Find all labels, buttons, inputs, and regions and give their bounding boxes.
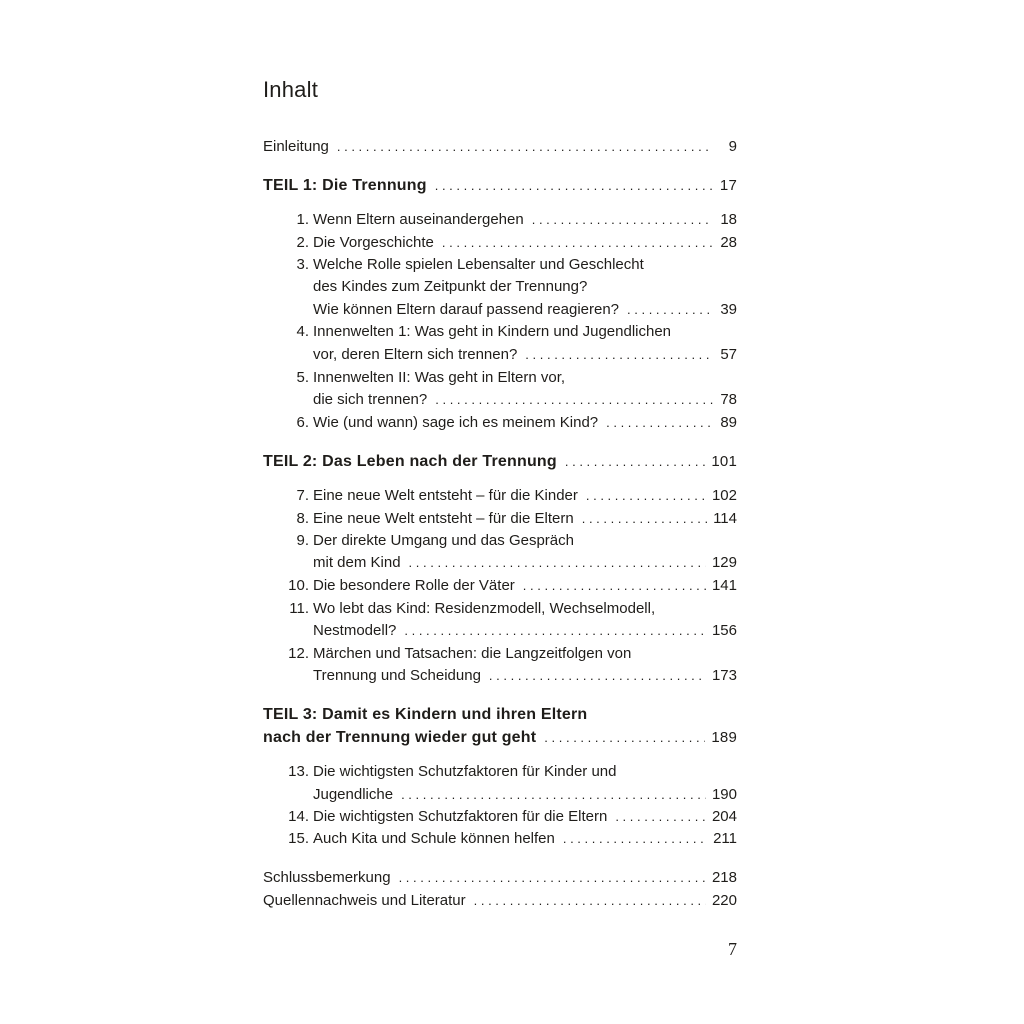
leader-dots [489,665,706,687]
toc-part-1 [263,175,737,197]
page-number: 57 [720,346,737,363]
chapter-title: Nestmodell? [313,622,397,639]
toc-chapter-9-line-1 [263,530,737,552]
page-number: 204 [711,808,737,825]
chapter-title: Trennung und Scheidung [313,667,481,684]
toc-part-2 [263,451,737,473]
toc-chapter-13-line-1 [263,761,737,783]
leader-dots [615,806,706,828]
chapter-title: Innenwelten II: Was geht in Eltern vor, [313,369,566,386]
leader-dots [525,344,713,366]
chapter-number: 14. [288,808,309,825]
leader-dots [582,508,707,530]
toc-chapter-2 [263,232,737,254]
page-number: 190 [711,786,737,803]
chapter-number: 9. [296,532,309,549]
leader-dots [435,389,713,411]
chapter-number: 10. [288,577,309,594]
toc-chapter-4-line-1 [263,321,737,343]
page-number: 156 [711,622,737,639]
chapter-number: 8. [296,510,309,527]
page-number: 102 [711,487,737,504]
toc-part-3-line-1 [263,704,737,726]
leader-dots [544,727,705,749]
chapter-title: Eine neue Welt entsteht – für die Kinder [313,487,578,504]
page-folio: 7 [728,939,737,959]
leader-dots [474,890,706,912]
chapter-title: Die wichtigsten Schutzfaktoren für Kinder und [313,763,617,780]
toc-entry-einleitung [263,136,737,158]
leader-dots [404,620,706,642]
chapter-title: Innenwelten 1: Was geht in Kindern und Jugendlichen [313,323,672,340]
toc-chapter-3-line-1 [263,254,737,276]
page-number: 39 [720,301,737,318]
chapter-title: mit dem Kind [313,554,401,571]
chapter-title: Welche Rolle spielen Lebensalter und Geschlecht [313,256,644,273]
toc-part-title: TEIL 2: Das Leben nach der Trennung [263,453,557,470]
chapter-number: 6. [296,414,309,431]
toc-chapter-12-line-2 [263,665,737,687]
toc-entry-title: Quellennachweis und Literatur [263,892,466,909]
chapter-title: vor, deren Eltern sich trennen? [313,346,518,363]
toc-chapter-10 [263,575,737,597]
toc-chapter-15 [263,828,737,850]
toc-chapter-3-line-3 [263,299,737,321]
toc-chapter-3-line-2 [263,276,737,298]
chapter-title: Wie können Eltern darauf passend reagieren? [313,301,620,318]
page-number: 89 [720,414,737,431]
chapter-title: Die besondere Rolle der Väter [313,577,515,594]
chapter-title: die sich trennen? [313,391,428,408]
page-number: 218 [711,869,737,886]
chapter-title: Wo lebt das Kind: Residenzmodell, Wechselmodell, [313,600,656,617]
page-number: 28 [720,234,737,251]
chapter-number: 12. [288,645,309,662]
leader-dots [523,575,706,597]
page-number: 78 [720,391,737,408]
page-number: 141 [711,577,737,594]
toc-chapter-12-line-1 [263,643,737,665]
toc-chapter-6 [263,412,737,434]
toc-chapter-8 [263,508,737,530]
leader-dots [399,867,706,889]
toc-chapter-9-line-2 [263,552,737,574]
toc-entry-title: Einleitung [263,138,329,155]
leader-dots [442,232,713,254]
chapter-title: Die Vorgeschichte [313,234,434,251]
toc-chapter-1 [263,209,737,231]
page-number: 114 [713,510,737,527]
chapter-number: 7. [296,487,309,504]
chapter-number: 1. [296,211,309,228]
page-number: 173 [711,667,737,684]
toc-chapter-13-line-2 [263,784,737,806]
leader-dots [401,784,706,806]
leader-dots [409,552,706,574]
page-title: Inhalt [263,77,319,102]
chapter-title: Jugendliche [313,786,394,803]
leader-dots [563,828,707,850]
page-number: 18 [720,211,737,228]
page-number: 17 [719,177,737,194]
page-number: 9 [728,138,737,155]
chapter-title: des Kindes zum Zeitpunkt der Trennung? [313,278,588,295]
leader-dots [337,136,713,158]
toc-part-title: nach der Trennung wieder gut geht [263,729,537,746]
toc-chapter-7 [263,485,737,507]
toc-entry-title: Schlussbemerkung [263,869,391,886]
chapter-number: 4. [296,323,309,340]
chapter-number: 2. [296,234,309,251]
chapter-number: 11. [289,600,309,617]
toc-part-title: TEIL 1: Die Trennung [263,177,427,194]
leader-dots [565,451,705,473]
toc-chapter-11-line-1 [263,598,737,620]
chapter-number: 13. [288,763,309,780]
page-number: 211 [713,830,737,847]
chapter-number: 15. [288,830,309,847]
chapter-number: 3. [296,256,309,273]
chapter-title: Der direkte Umgang und das Gespräch [313,532,574,549]
chapter-title: Wie (und wann) sage ich es meinem Kind? [313,414,599,431]
toc-chapter-4-line-2 [263,344,737,366]
toc-chapter-11-line-2 [263,620,737,642]
page-number: 220 [711,892,737,909]
toc-chapter-5-line-2 [263,389,737,411]
chapter-title: Wenn Eltern auseinandergehen [313,211,524,228]
chapter-title: Die wichtigsten Schutzfaktoren für die Eltern [313,808,608,825]
chapter-title: Auch Kita und Schule können helfen [313,830,555,847]
toc-part-title: TEIL 3: Damit es Kindern und ihren Eltern [263,706,588,723]
chapter-title: Eine neue Welt entsteht – für die Eltern [313,510,574,527]
toc-page [263,0,737,1024]
leader-dots [532,209,713,231]
chapter-number: 5. [296,369,309,386]
leader-dots [627,299,713,321]
leader-dots [435,175,713,197]
page-number: 129 [711,554,737,571]
page-number: 189 [711,729,737,746]
toc-chapter-5-line-1 [263,367,737,389]
toc-entry-schlussbemerkung [263,867,737,889]
chapter-title: Märchen und Tatsachen: die Langzeitfolgen von [313,645,632,662]
leader-dots [586,485,706,507]
toc-part-3-line-2 [263,727,737,749]
toc-chapter-14 [263,806,737,828]
toc-entry-quellennachweis [263,890,737,912]
leader-dots [606,412,713,434]
page-number: 101 [711,453,737,470]
